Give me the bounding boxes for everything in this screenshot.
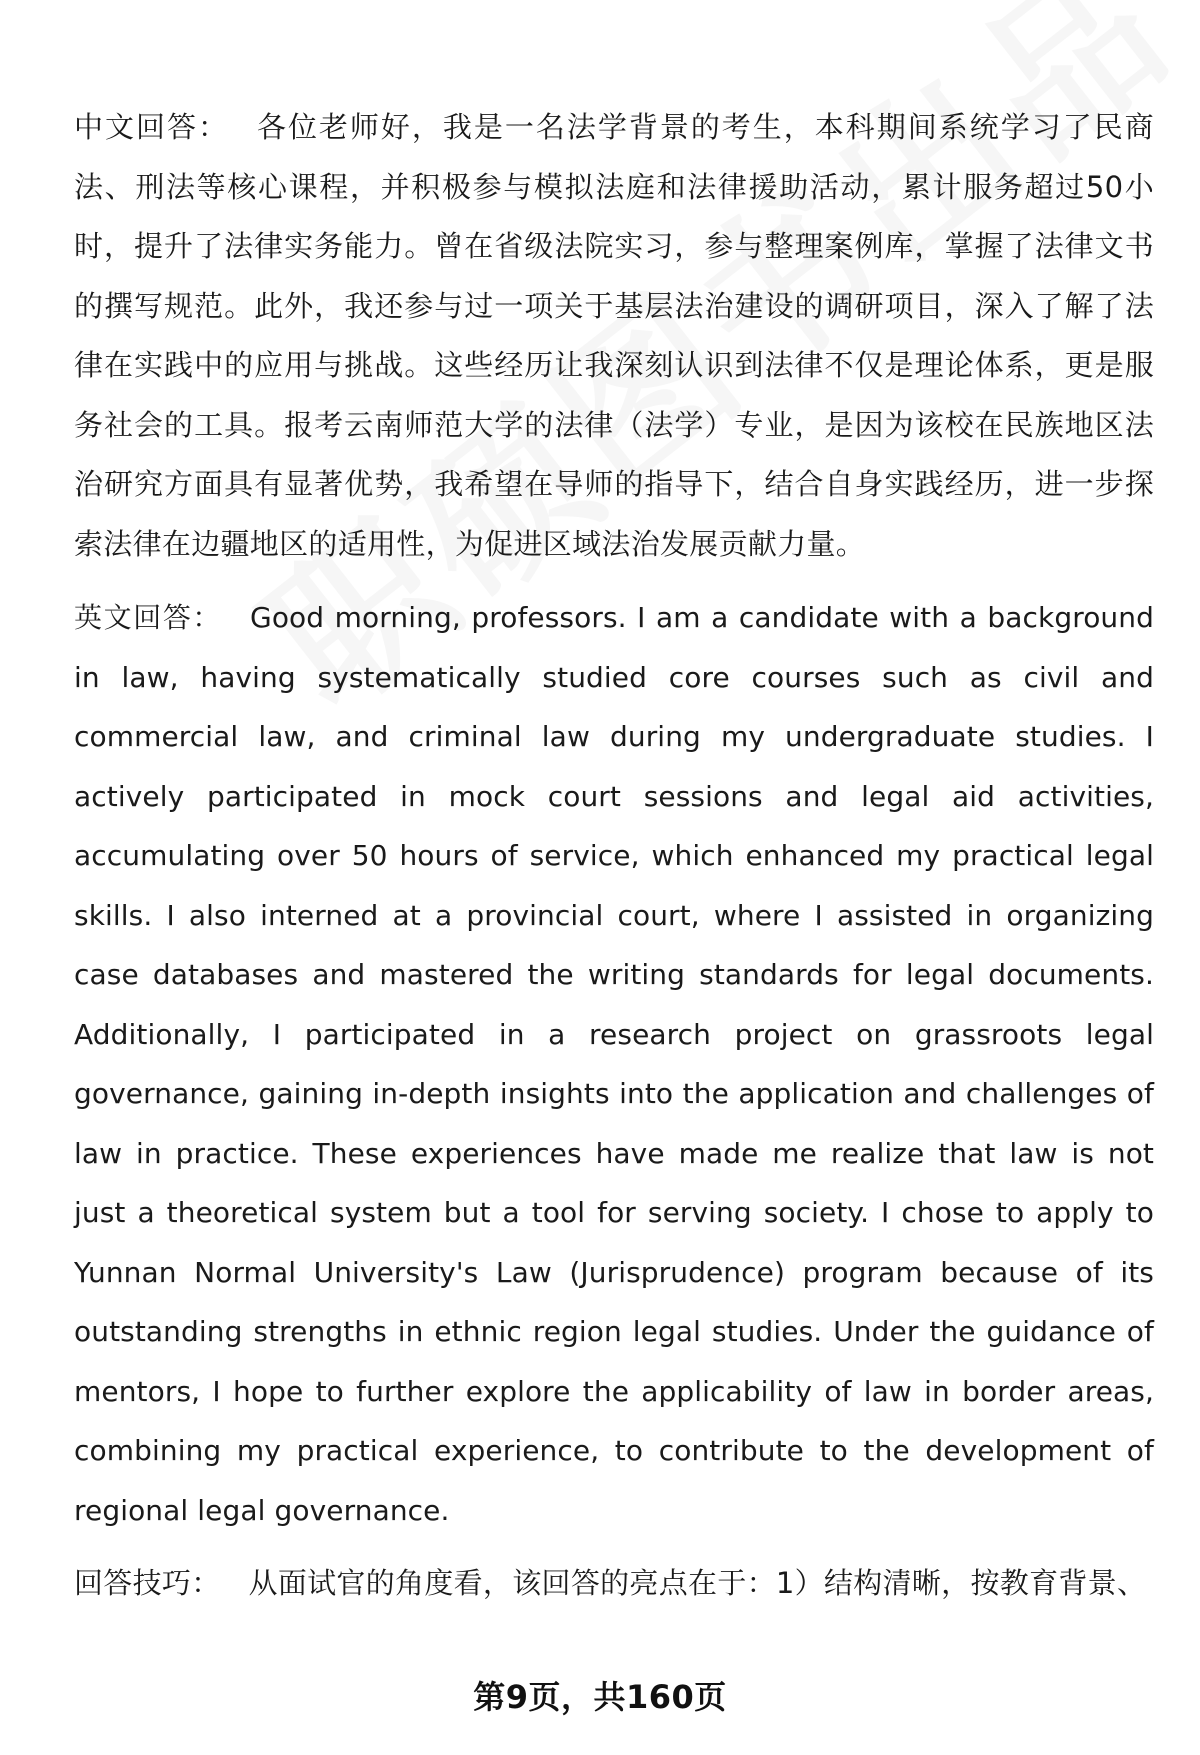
page-number-footer: 第9页，共160页 [473,1678,727,1716]
answer-tips-text: 从面试官的角度看，该回答的亮点在于：1）结构清晰，按教育背景、 [248,1566,1147,1600]
answer-tips-label: 回答技巧： [74,1566,221,1600]
english-answer-text: Good morning, professors. I am a candidate with a background in law, having systematically studied core courses such as civil and commercial law, and criminal law during my undergraduate studies. I actively participated in mock court sessions and legal aid activities, accumulating over 50 hours of service, which enhanced my practical legal skills. I also interned at a provincial court, where I assisted in organizing case databases and mastered the writing standards for legal documents. Additionally, I participated in a research project on grassroots legal governance, gaining in-depth insights into the application and challenges of law in practice. These experiences have made me realize that law is not just a theoretical system but a tool for serving society. I chose to apply to Yunnan Normal University's Law (Jurisprudence) program because of its outstanding strengths in ethnic region legal studies. Under the guidance of mentors, I hope to further explore the applicability of law in border areas, combining my practical experience, to contribute to the development of regional legal governance. [74,601,1154,1527]
chinese-answer-paragraph [74,98,1154,574]
english-answer-paragraph [74,588,1154,1540]
answer-tips-paragraph [74,1554,1154,1614]
chinese-answer-label: 中文回答： [74,110,229,144]
document-body [74,98,1154,1614]
chinese-answer-text: 各位老师好，我是一名法学背景的考生，本科期间系统学习了民商法、刑法等核心课程，并积极参与模拟法庭和法律援助活动，累计服务超过50小时，提升了法律实务能力。曾在省级法院实习，参与整理案例库，掌握了法律文书的撰写规范。此外，我还参与过一项关于基层法治建设的调研项目，深入了解了法律在实践中的应用与挑战。这些经历让我深刻认识到法律不仅是理论体系，更是服务社会的工具。报考云南师范大学的法律（法学）专业，是因为该校在民族地区法治研究方面具有显著优势，我希望在导师的指导下，结合自身实践经历，进一步探索法律在边疆地区的适用性，为促进区域法治发展贡献力量。 [74,110,1154,561]
english-answer-label: 英文回答： [74,601,223,634]
